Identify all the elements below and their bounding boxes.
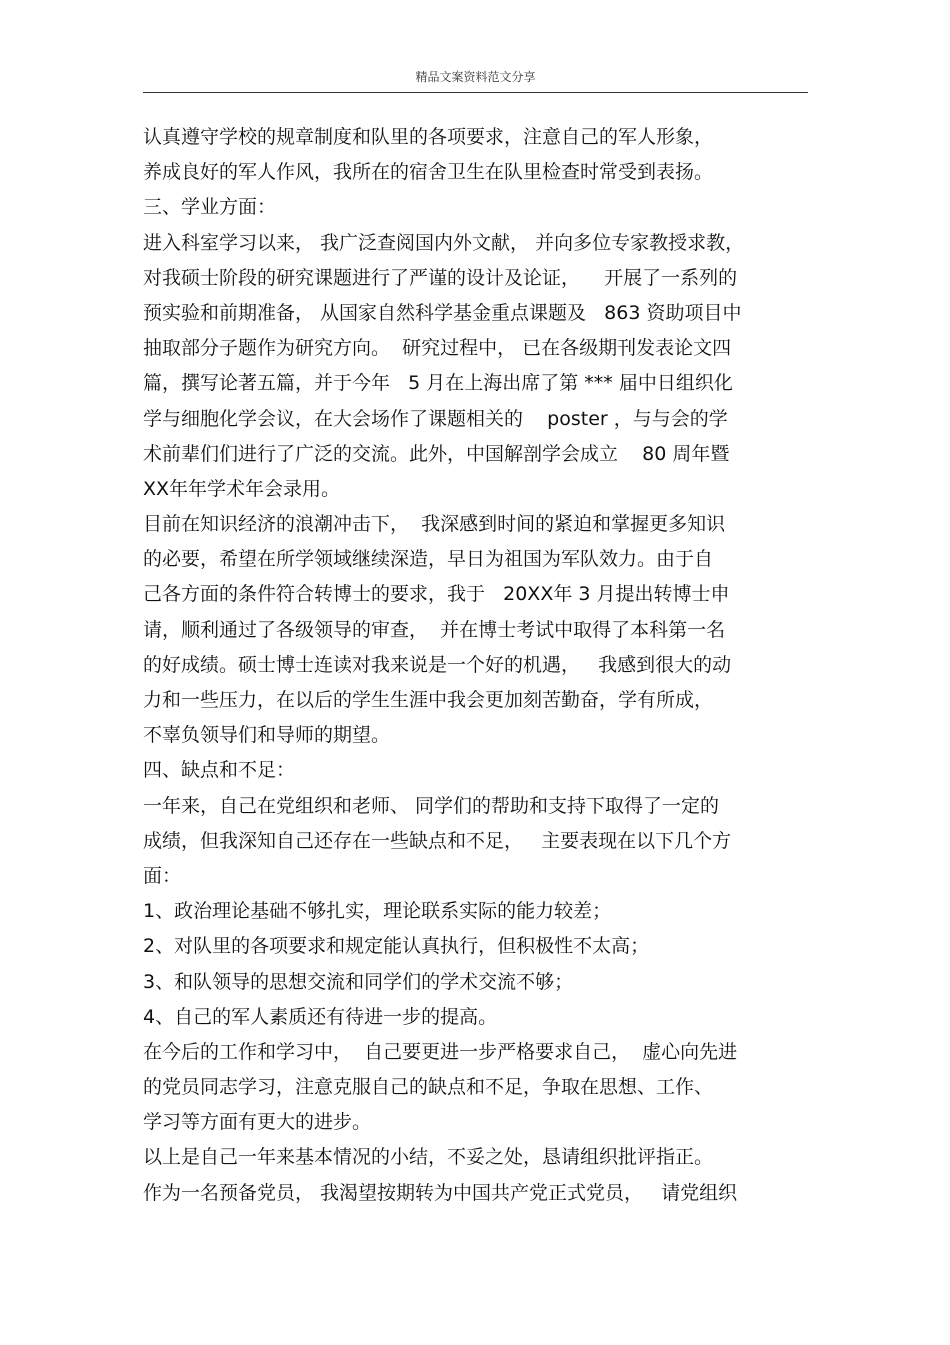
text-line: 学习等方面有更大的进步。 [143, 1111, 372, 1134]
text-line: 在今后的工作和学习中， 自己要更进一步严格要求自己， 虚心向先进 [143, 1040, 738, 1063]
header-title: 精品文案资料范文分享 [415, 70, 536, 84]
text-line: 术前辈们们进行了广泛的交流。此外，中国解剖学会成立 80 周年暨 [143, 442, 730, 465]
text-line: 进入科室学习以来， 我广泛查阅国内外文献， 并向多位专家教授求教， [143, 231, 745, 254]
text-line: 对我硕士阶段的研究课题进行了严谨的设计及论证， 开展了一系列的 [143, 266, 738, 289]
text-line: 一年来，自己在党组织和老师、 同学们的帮助和支持下取得了一定的 [143, 794, 720, 817]
list-item: 1、政治理论基础不够扎实，理论联系实际的能力较差； [143, 900, 612, 923]
text-line: 力和一些压力，在以后的学生生涯中我会更加刻苦勤奋，学有所成， [143, 689, 714, 711]
text-line: 面： [143, 864, 182, 887]
section-heading: 四、缺点和不足： [143, 759, 296, 782]
text-line: 抽取部分子题作为研究方向。 研究过程中， 已在各级期刊发表论文四 [143, 337, 732, 360]
text-line: 以上是自己一年来基本情况的小结，不妥之处，恳请组织批评指正。 [143, 1146, 714, 1169]
text-line: 作为一名预备党员， 我渴望按期转为中国共产党正式党员， 请党组织 [143, 1181, 738, 1204]
text-line: XX年年学术年会录用。 [143, 477, 341, 500]
text-line: 不辜负领导们和导师的期望。 [143, 724, 391, 747]
text-line: 的好成绩。硕士博士连读对我来说是一个好的机遇， 我感到很大的动 [143, 653, 732, 676]
text-line: 的必要，希望在所学领域继续深造，早日为祖国为军队效力。由于自 [143, 548, 714, 571]
text-line: 篇，撰写论著五篇，并于今年 5 月在上海出席了第 *** 届中日组织化 [143, 372, 733, 395]
text-line: 养成良好的军人作风，我所在的宿舍卫生在队里检查时常受到表扬。 [143, 161, 714, 184]
text-line: 己各方面的条件符合转博士的要求，我于 20XX年 3 月提出转博士申 [143, 583, 730, 606]
list-item: 3、和队领导的思想交流和同学们的学术交流不够； [143, 970, 574, 993]
document-body [143, 120, 808, 1211]
text-line: 请，顺利通过了各级领导的审查， 并在博士考试中取得了本科第一名 [143, 618, 726, 641]
text-line: 认真遵守学校的规章制度和队里的各项要求，注意自己的军人形象， [143, 126, 714, 148]
list-item: 4、自己的军人素质还有待进一步的提高。 [143, 1005, 498, 1028]
text-line: 目前在知识经济的浪潮冲击下， 我深感到时间的紧迫和掌握更多知识 [143, 513, 726, 536]
text-line: 学与细胞化学会议，在大会场作了课题相关的 poster ，与与会的学 [143, 407, 728, 430]
text-line: 成绩，但我深知自己还存在一些缺点和不足， 主要表现在以下几个方 [143, 829, 732, 852]
text-line: 的党员同志学习，注意克服自己的缺点和不足，争取在思想、工作、 [143, 1076, 714, 1099]
list-item: 2、对队里的各项要求和规定能认真执行，但积极性不太高； [143, 935, 650, 958]
page-header [143, 60, 808, 93]
section-heading: 三、学业方面： [143, 196, 277, 219]
text-line: 预实验和前期准备， 从国家自然科学基金重点课题及 863 资助项目中 [143, 301, 742, 324]
